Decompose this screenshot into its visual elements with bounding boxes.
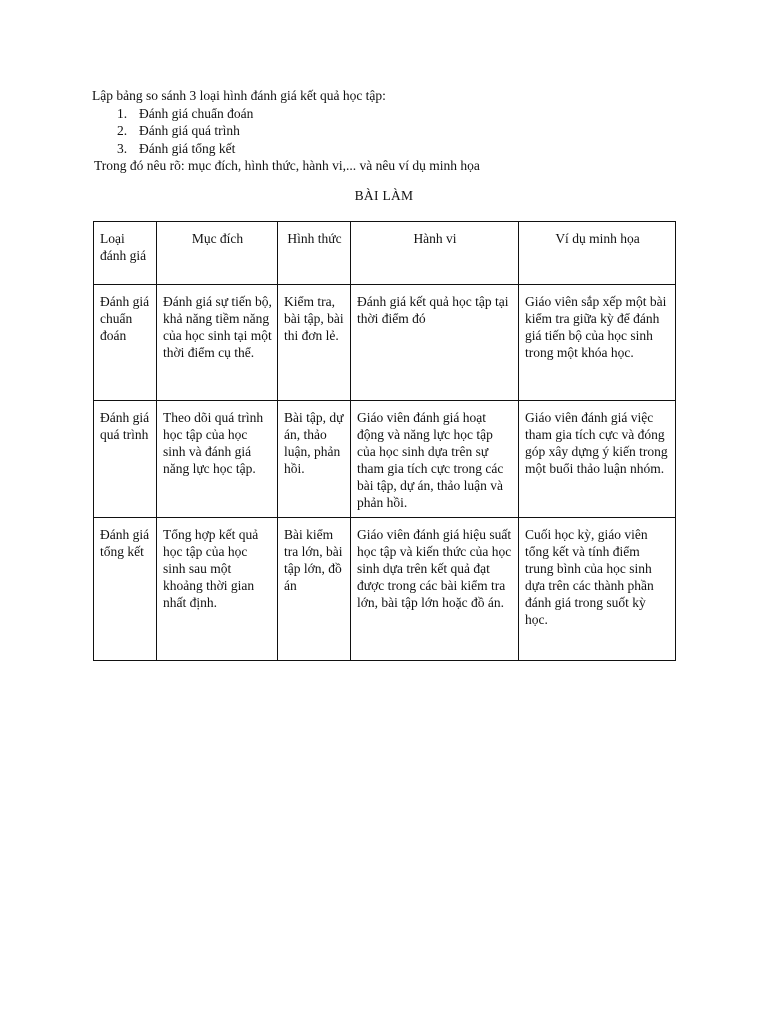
- assessment-type-list: [92, 105, 712, 158]
- table-row: [94, 285, 676, 401]
- table-cell: Cuối học kỳ, giáo viên tổng kết và tính điểm trung bình của học sinh dựa trên các thành phần đánh giá trong suốt kỳ học.: [519, 518, 676, 661]
- header-cell-behavior: Hành vi: [351, 222, 519, 285]
- table-header-row: [94, 222, 676, 285]
- list-item: 2. Đánh giá quá trình: [117, 123, 240, 138]
- assignment-title: Lập bảng so sánh 3 loại hình đánh giá kết quả học tập:: [92, 88, 386, 103]
- list-item: 3. Đánh giá tổng kết: [117, 140, 236, 156]
- list-item: 1. Đánh giá chuẩn đoán: [117, 105, 254, 121]
- assignment-intro: [92, 87, 712, 175]
- table-cell: Tổng hợp kết quả học tập của học sinh sau một khoảng thời gian nhất định.: [157, 518, 278, 661]
- assignment-note: Trong đó nêu rõ: mục đích, hình thức, hành vi,... và nêu ví dụ minh họa: [94, 158, 480, 173]
- table-cell: Đánh giá sự tiến bộ, khả năng tiềm năng của học sinh tại một thời điểm cụ thể.: [157, 285, 278, 401]
- table-cell: Bài kiểm tra lớn, bài tập lớn, đồ án: [278, 518, 351, 661]
- table-cell: Kiểm tra, bài tập, bài thi đơn lẻ.: [278, 285, 351, 401]
- table-cell: Đánh giá tổng kết: [94, 518, 157, 661]
- header-cell-type: Loại đánh giá: [94, 222, 157, 285]
- header-cell-purpose: Mục đích: [157, 222, 278, 285]
- table-cell: Đánh giá quá trình: [94, 401, 157, 518]
- header-cell-example: Ví dụ minh họa: [519, 222, 676, 285]
- header-cell-form: Hình thức: [278, 222, 351, 285]
- table-cell: Đánh giá chuẩn đoán: [94, 285, 157, 401]
- table-cell: Đánh giá kết quả học tập tại thời điểm đó: [351, 285, 519, 401]
- table-row: [94, 401, 676, 518]
- table-row: [94, 518, 676, 661]
- comparison-table: [93, 221, 676, 661]
- table-cell: Giáo viên đánh giá việc tham gia tích cực và đóng góp xây dựng ý kiến trong một buổi thảo luận nhóm.: [519, 401, 676, 518]
- table-cell: Giáo viên đánh giá hiệu suất học tập và kiến thức của học sinh dựa trên kết quả đạt được trong các bài kiểm tra lớn, bài tập lớn hoặc đồ án.: [351, 518, 519, 661]
- table-cell: Giáo viên đánh giá hoạt động và năng lực học tập của học sinh dựa trên sự tham gia tích cực trong các bài tập, dự án, thảo luận và phản hồi.: [351, 401, 519, 518]
- section-heading: BÀI LÀM: [354, 188, 414, 203]
- table-cell: Bài tập, dự án, thảo luận, phản hồi.: [278, 401, 351, 518]
- table-cell: Theo dõi quá trình học tập của học sinh và đánh giá năng lực học tập.: [157, 401, 278, 518]
- table-cell: Giáo viên sắp xếp một bài kiểm tra giữa kỳ để đánh giá tiến bộ của học sinh trong một khóa học.: [519, 285, 676, 401]
